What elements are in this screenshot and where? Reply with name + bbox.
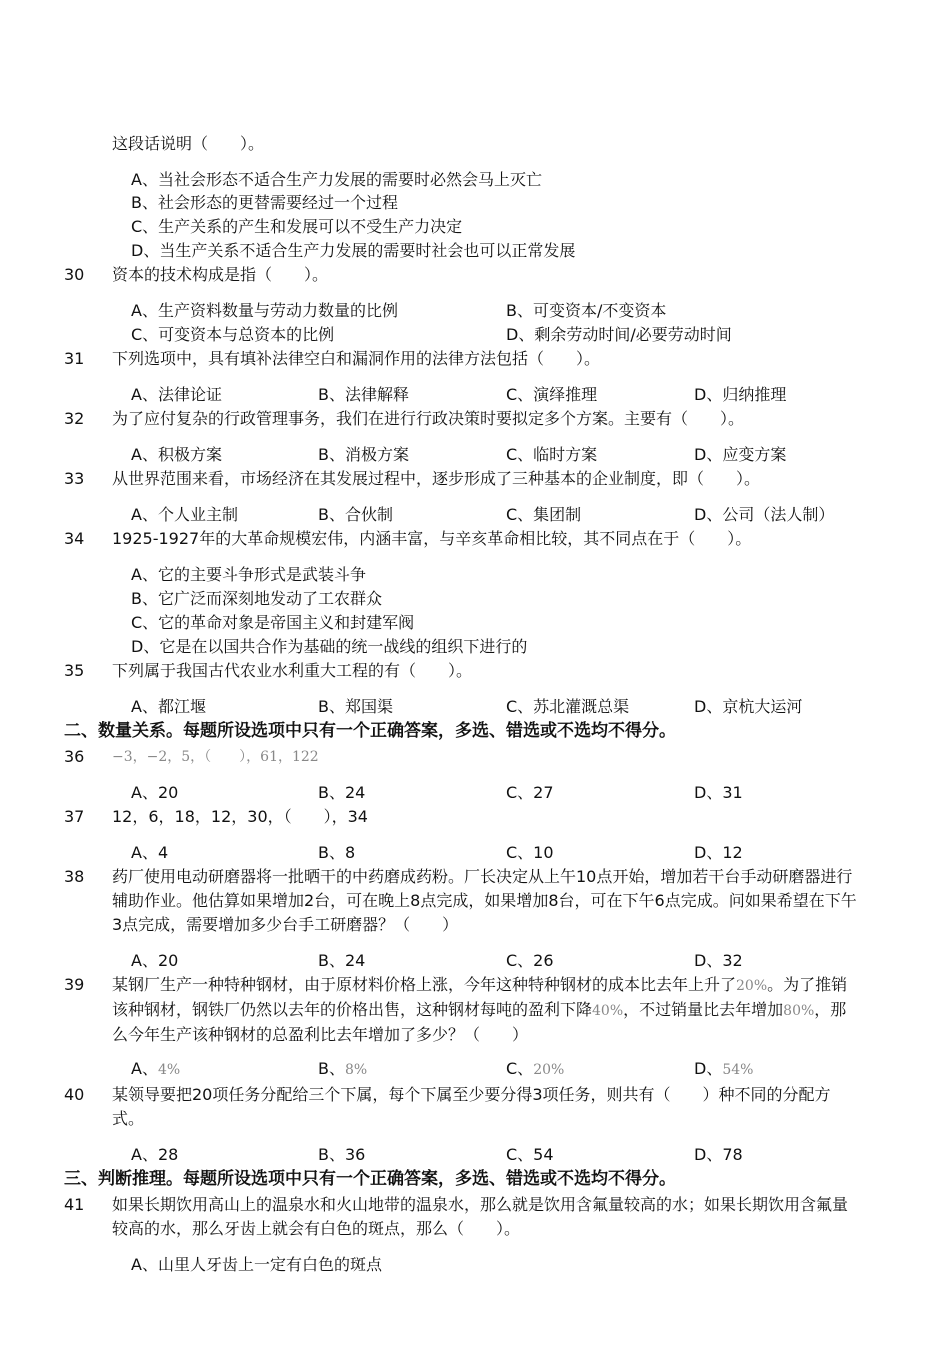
q38-option-a: A、20 xyxy=(131,951,179,970)
q37-stem: 12，6，18，12，30，（ ），34 xyxy=(112,807,368,826)
q39-stem-part-d: ，那么今年生产该种钢材的总盈利比去年增加了多少？（ ） xyxy=(112,1000,847,1044)
q41-stem: 如果长期饮用高山上的温泉水和火山地带的温泉水，那么就是饮用含氟量较高的水；如果长期饮用含氟量较高的水，那么牙齿上就会有白色的斑点，那么（ ）。 xyxy=(112,1195,849,1238)
q29-option-d: D、当生产关系不适合生产力发展的需要时社会也可以正常发展 xyxy=(131,241,576,260)
q34-option-a: A、它的主要斗争形式是武装斗争 xyxy=(131,565,366,584)
q31-option-d: D、归纳推理 xyxy=(694,385,787,404)
q39-option-a-label: A、 xyxy=(131,1059,158,1078)
q32-option-a: A、积极方案 xyxy=(131,445,222,464)
q33-number: 33 xyxy=(64,469,85,488)
q39-option-c-label: C、 xyxy=(506,1059,534,1078)
q36-option-a: A、20 xyxy=(131,783,179,802)
q33-option-b: B、合伙制 xyxy=(318,505,393,524)
q35-option-d: D、京杭大运河 xyxy=(694,697,803,716)
q39-option-c-value: 20% xyxy=(533,1062,565,1078)
q35-number: 35 xyxy=(64,661,85,680)
q31-stem: 下列选项中，具有填补法律空白和漏洞作用的法律方法包括（ ）。 xyxy=(112,349,601,368)
q32-option-c: C、临时方案 xyxy=(506,445,598,464)
q38-option-d: D、32 xyxy=(694,951,743,970)
q36-number: 36 xyxy=(64,747,85,766)
q39-option-a xyxy=(131,1059,180,1080)
q33-stem: 从世界范围来看，市场经济在其发展过程中，逐步形成了三种基本的企业制度，即（ ）。 xyxy=(112,469,761,488)
q33-option-d: D、公司（法人制） xyxy=(694,505,835,524)
q38-option-c: C、26 xyxy=(506,951,554,970)
q40-option-d: D、78 xyxy=(694,1145,743,1164)
q31-number: 31 xyxy=(64,349,85,368)
q29-stem-tail: 这段话说明（ ）。 xyxy=(112,134,265,153)
q41-option-a: A、山里人牙齿上一定有白色的斑点 xyxy=(131,1255,382,1274)
q30-option-d: D、剩余劳动时间/必要劳动时间 xyxy=(506,325,732,344)
q39-stem xyxy=(112,973,862,1047)
q37-option-a: A、4 xyxy=(131,843,169,862)
q38-number: 38 xyxy=(64,867,85,886)
q33-option-c: C、集团制 xyxy=(506,505,582,524)
q32-option-b: B、消极方案 xyxy=(318,445,409,464)
q36-option-d: D、31 xyxy=(694,783,743,802)
q40-stem: 某领导要把20项任务分配给三个下属，每个下属至少要分得3项任务，则共有（ ）种不同的分配方式。 xyxy=(112,1085,831,1128)
q37-option-d: D、12 xyxy=(694,843,743,862)
q39-percent-profit: 40% xyxy=(592,1003,624,1019)
q36-option-c: C、27 xyxy=(506,783,554,802)
q30-option-a: A、生产资料数量与劳动力数量的比例 xyxy=(131,301,398,320)
q36-stem: −3，−2，5，（ ），61，122 xyxy=(112,749,319,765)
q34-number: 34 xyxy=(64,529,85,548)
q35-stem: 下列属于我国古代农业水利重大工程的有（ ）。 xyxy=(112,661,473,680)
q39-option-d-label: D、 xyxy=(694,1059,723,1078)
q39-stem-part-a: 某钢厂生产一种特种钢材，由于原材料价格上涨，今年这种特种钢材的成本比去年上升了 xyxy=(112,975,737,994)
q40-option-c: C、54 xyxy=(506,1145,554,1164)
q38-option-b: B、24 xyxy=(318,951,366,970)
q31-option-a: A、法律论证 xyxy=(131,385,222,404)
q39-option-b-value: 8% xyxy=(344,1062,368,1078)
q29-option-a: A、当社会形态不适合生产力发展的需要时必然会马上灭亡 xyxy=(131,170,542,189)
q39-stem-part-c: ，不过销量比去年增加 xyxy=(623,1000,784,1019)
section-3-heading: 三、判断推理。每题所设选项中只有一个正确答案，多选、错选或不选均不得分。 xyxy=(64,1169,676,1189)
q39-option-a-value: 4% xyxy=(157,1062,181,1078)
q30-stem: 资本的技术构成是指（ ）。 xyxy=(112,265,329,284)
q30-option-b: B、可变资本/不变资本 xyxy=(506,301,667,320)
section-2-heading: 二、数量关系。每题所设选项中只有一个正确答案，多选、错选或不选均不得分。 xyxy=(64,721,676,741)
q39-option-c xyxy=(506,1059,564,1080)
q39-percent-cost: 20% xyxy=(736,978,768,994)
q35-option-c: C、苏北灌溉总渠 xyxy=(506,697,630,716)
q32-option-d: D、应变方案 xyxy=(694,445,787,464)
q39-stem-part-b: 。为了推销该种钢材，钢铁厂仍然以去年的价格出售，这种钢材每吨的盈利下降 xyxy=(112,975,848,1019)
q39-percent-sales: 80% xyxy=(783,1003,815,1019)
q29-option-b: B、社会形态的更替需要经过一个过程 xyxy=(131,193,398,212)
q39-number: 39 xyxy=(64,975,85,994)
q37-number: 37 xyxy=(64,807,85,826)
q29-option-c: C、生产关系的产生和发展可以不受生产力决定 xyxy=(131,217,463,236)
q39-option-b xyxy=(318,1059,367,1080)
q31-option-c: C、演绎推理 xyxy=(506,385,598,404)
q41-number: 41 xyxy=(64,1195,85,1214)
q34-option-b: B、它广泛而深刻地发动了工农群众 xyxy=(131,589,382,608)
q39-option-d-value: 54% xyxy=(722,1062,754,1078)
q38-stem: 药厂使用电动研磨器将一批晒干的中药磨成药粉。厂长决定从上午10点开始，增加若干台手动研磨器进行辅助作业。他估算如果增加2台，可在晚上8点完成，如果增加8台，可在下午6点完成。问如果希望在下午3点完成，需要增加多少台手工研磨器？（ ） xyxy=(112,867,857,934)
q36-option-b: B、24 xyxy=(318,783,366,802)
q37-option-c: C、10 xyxy=(506,843,554,862)
q30-number: 30 xyxy=(64,265,85,284)
q32-number: 32 xyxy=(64,409,85,428)
q33-option-a: A、个人业主制 xyxy=(131,505,238,524)
q30-option-c: C、可变资本与总资本的比例 xyxy=(131,325,335,344)
q32-stem: 为了应付复杂的行政管理事务，我们在进行行政决策时要拟定多个方案。主要有（ ）。 xyxy=(112,409,745,428)
q40-number: 40 xyxy=(64,1085,85,1104)
q35-option-b: B、郑国渠 xyxy=(318,697,393,716)
q34-option-d: D、它是在以国共合作为基础的统一战线的组织下进行的 xyxy=(131,637,528,656)
q34-stem: 1925-1927年的大革命规模宏伟，内涵丰富，与辛亥革命相比较，其不同点在于（ ）。 xyxy=(112,529,752,548)
q34-option-c: C、它的革命对象是帝国主义和封建军阀 xyxy=(131,613,415,632)
q39-option-d xyxy=(694,1059,753,1080)
q37-option-b: B、8 xyxy=(318,843,356,862)
q39-option-b-label: B、 xyxy=(318,1059,345,1078)
q40-option-a: A、28 xyxy=(131,1145,179,1164)
q40-option-b: B、36 xyxy=(318,1145,366,1164)
q35-option-a: A、都江堰 xyxy=(131,697,206,716)
q31-option-b: B、法律解释 xyxy=(318,385,409,404)
